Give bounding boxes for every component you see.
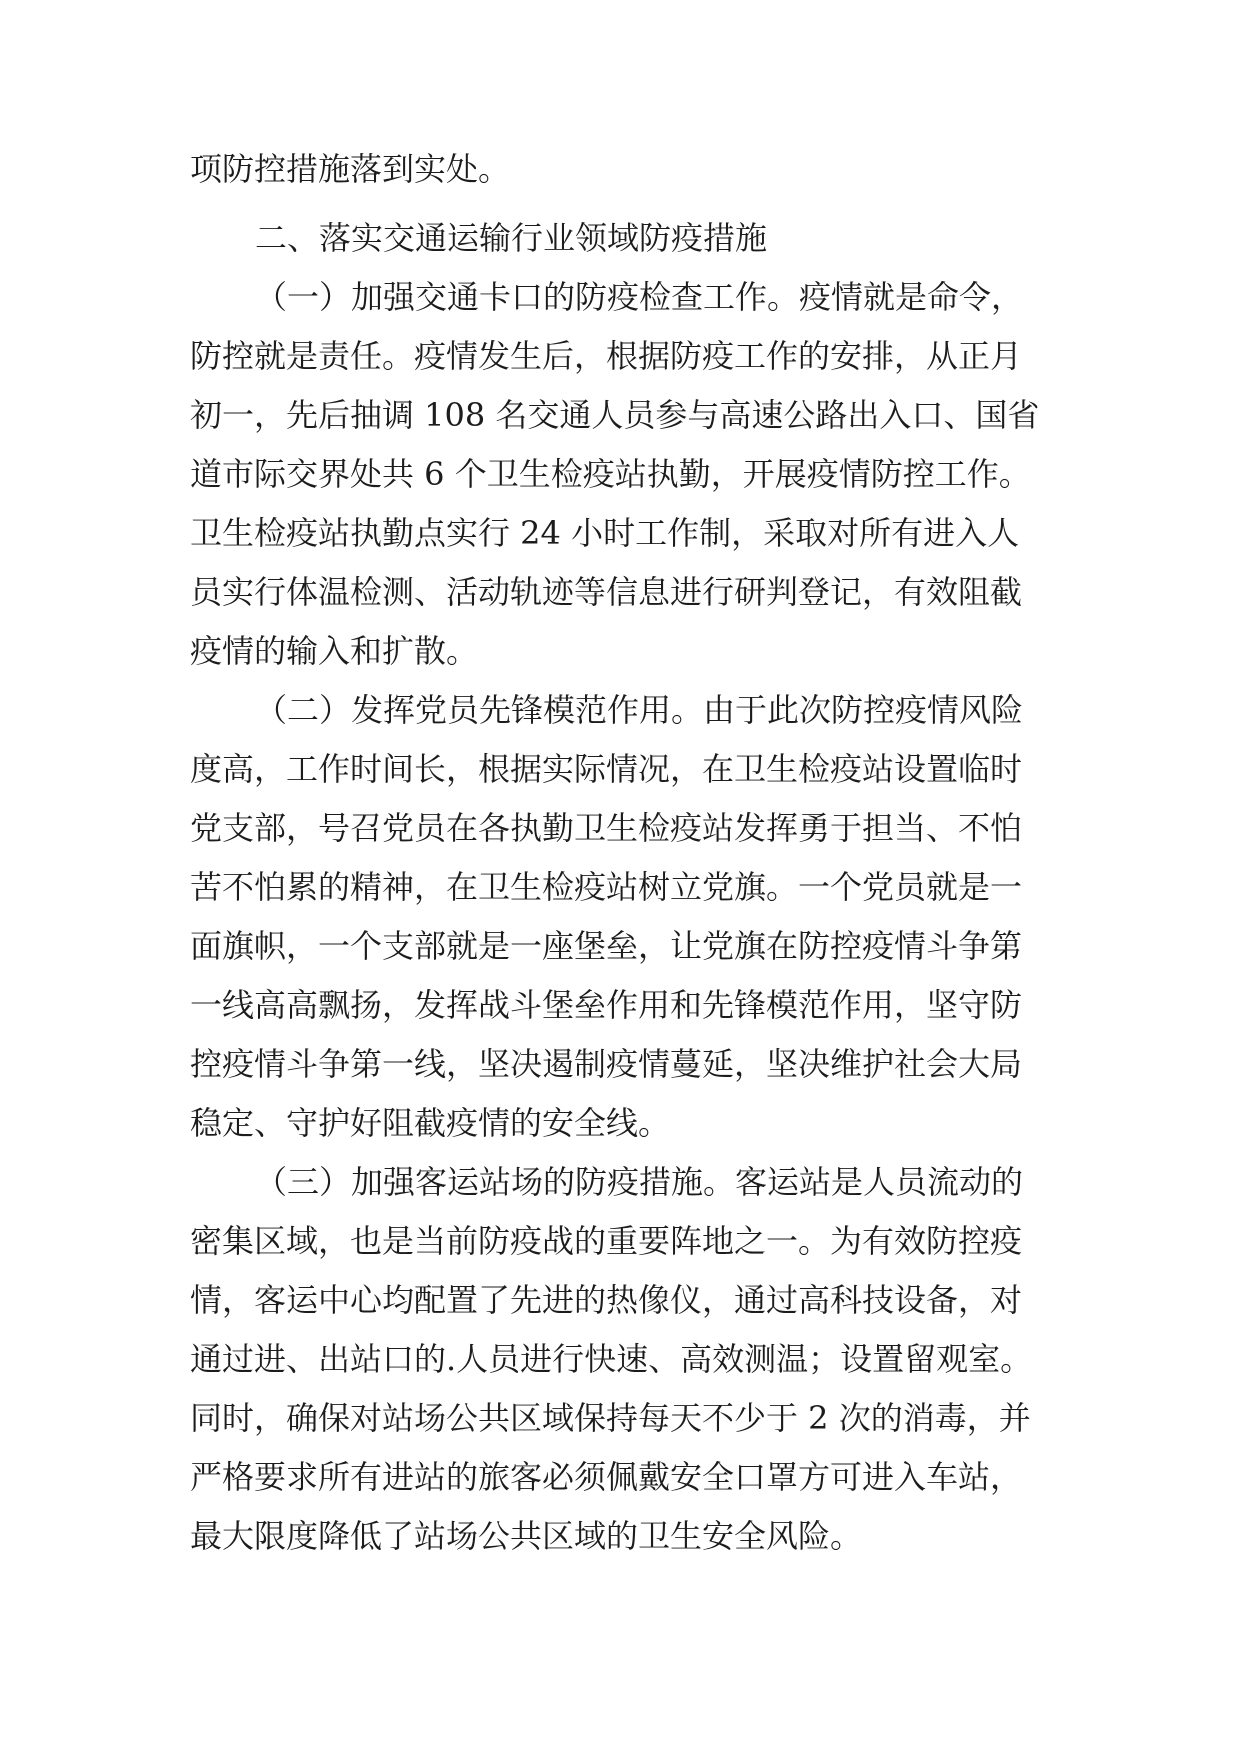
paragraph-2-line: 度高，工作时间长，根据实际情况，在卫生检疫站设置临时 [190, 750, 1023, 788]
paragraph-2-line: 控疫情斗争第一线，坚决遏制疫情蔓延，坚决维护社会大局 [190, 1045, 1023, 1083]
paragraph-2-line: 苦不怕累的精神，在卫生检疫站树立党旗。一个党员就是一 [190, 868, 1023, 906]
paragraph-1-line: 疫情的输入和扩散。 [190, 632, 479, 670]
paragraph-2-line: （二）发挥党员先锋模范作用。由于此次防控疫情风险 [255, 691, 1024, 729]
paragraph-3-line: （三）加强客运站场的防疫措施。客运站是人员流动的 [255, 1163, 1024, 1201]
paragraph-1-line: 卫生检疫站执勤点实行 24 小时工作制，采取对所有进入人 [190, 514, 1020, 552]
text-line: 项防控措施落到实处。 [190, 150, 511, 188]
paragraph-1-line: 员实行体温检测、活动轨迹等信息进行研判登记，有效阻截 [190, 573, 1023, 611]
paragraph-3-line: 情，客运中心均配置了先进的热像仪，通过高科技设备，对 [190, 1281, 1023, 1319]
paragraph-1-line: 防控就是责任。疫情发生后，根据防疫工作的安排，从正月 [190, 337, 1023, 375]
paragraph-1-line: 道市际交界处共 6 个卫生检疫站执勤，开展疫情防控工作。 [190, 455, 1031, 493]
paragraph-3-line: 同时，确保对站场公共区域保持每天不少于 2 次的消毒，并 [190, 1399, 1031, 1437]
section-heading: 二、落实交通运输行业领域防疫措施 [255, 219, 768, 257]
paragraph-3-line: 通过进、出站口的.人员进行快速、高效测温；设置留观室。 [190, 1340, 1033, 1378]
paragraph-2-line: 党支部，号召党员在各执勤卫生检疫站发挥勇于担当、不怕 [190, 809, 1023, 847]
paragraph-3-line: 密集区域，也是当前防疫战的重要阵地之一。为有效防控疫 [190, 1222, 1023, 1260]
paragraph-2-line: 稳定、守护好阻截疫情的安全线。 [190, 1104, 671, 1142]
paragraph-1-line: （一）加强交通卡口的防疫检查工作。疫情就是命令， [255, 278, 1024, 316]
paragraph-3-line: 严格要求所有进站的旅客必须佩戴安全口罩方可进入车站， [190, 1458, 1023, 1496]
paragraph-1-line: 初一，先后抽调 108 名交通人员参与高速公路出入口、国省 [190, 396, 1040, 434]
paragraph-2-line: 一线高高飘扬，发挥战斗堡垒作用和先锋模范作用，坚守防 [190, 986, 1023, 1024]
paragraph-2-line: 面旗帜，一个支部就是一座堡垒，让党旗在防控疫情斗争第 [190, 927, 1023, 965]
paragraph-3-line: 最大限度降低了站场公共区域的卫生安全风险。 [190, 1517, 863, 1555]
